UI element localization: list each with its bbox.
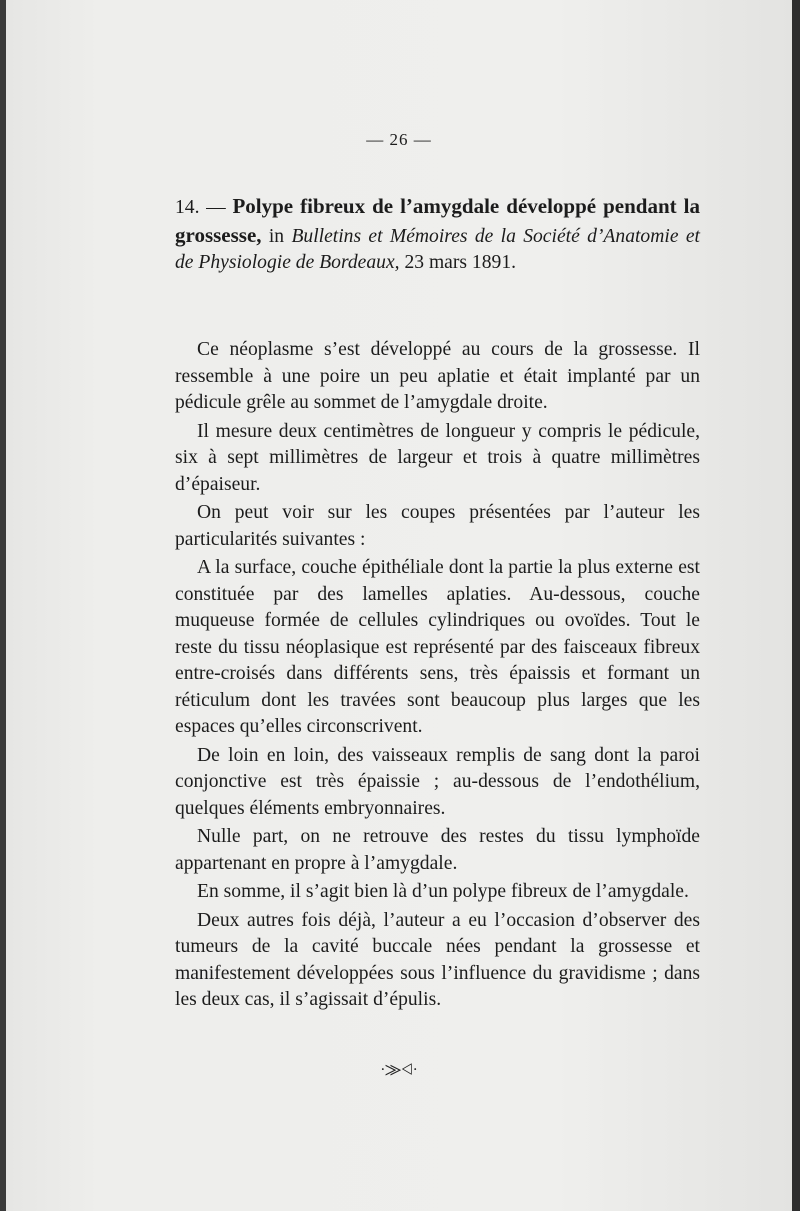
end-ornament: ·⨠⨞·: [380, 1062, 418, 1078]
entry-number: 14. —: [175, 197, 226, 218]
paragraph: En somme, il s’agit bien là d’un polype fibreux de l’amygdale.: [197, 881, 689, 902]
paragraph: A la surface, couche épithéliale dont la partie la plus externe est constituée par des lamelles aplaties. Au-dessous, couche muqueuse formée de cellules cylindriques ou ovoïdes. Tout le reste du tissu néoplasique est représenté par des faisceaux fibreux entre-croisés dans différents sens, très épaissis et formant un réticulum dont les travées sont beaucoup plus larges que les espaces qu’elles circonscrivent.: [175, 557, 700, 737]
paragraph: De loin en loin, des vaisseaux remplis de sang dont la paroi conjonctive est très épaissie ; au-dessous de l’endothélium, quelques éléments embryonnaires.: [175, 744, 700, 819]
entry-heading: [175, 193, 700, 277]
entry-date: 23 mars 1891.: [404, 252, 517, 273]
paragraph: Deux autres fois déjà, l’auteur a eu l’occasion d’observer des tumeurs de la cavité buccale nées pendant la grossesse et manifestement développées sous l’influence du gravidisme ; dans les deux cas, il s’agissait d’épulis.: [175, 909, 700, 1010]
entry-body: [175, 337, 700, 1016]
entry-title: Polype fibreux de l’amygdale développé pendant la grossesse,: [175, 194, 701, 247]
entry-in-word: in: [268, 225, 285, 247]
paragraph: Ce néoplasme s’est développé au cours de la grossesse. Il ressemble à une poire un peu aplatie et était implanté par un pédicule grêle au sommet de l’amygdale droite.: [175, 339, 700, 413]
paragraph: On peut voir sur les coupes présentées par l’auteur les particularités suivantes :: [175, 502, 700, 550]
page-edge-shadow: [792, 0, 800, 1211]
entry-source: Bulletins et Mémoires de la Société d’Anatomie et de Physiologie de Bordeaux,: [175, 225, 700, 273]
page-number: — 26 —: [366, 130, 432, 149]
book-page: [6, 0, 792, 1211]
paragraph: Nulle part, on ne retrouve des restes du tissu lymphoïde appartenant en propre à l’amygdale.: [175, 826, 700, 874]
paragraph: Il mesure deux centimètres de longueur y compris le pédicule, six à sept millimètres de largeur et trois à quatre millimètres d’épaiseur.: [175, 420, 700, 495]
